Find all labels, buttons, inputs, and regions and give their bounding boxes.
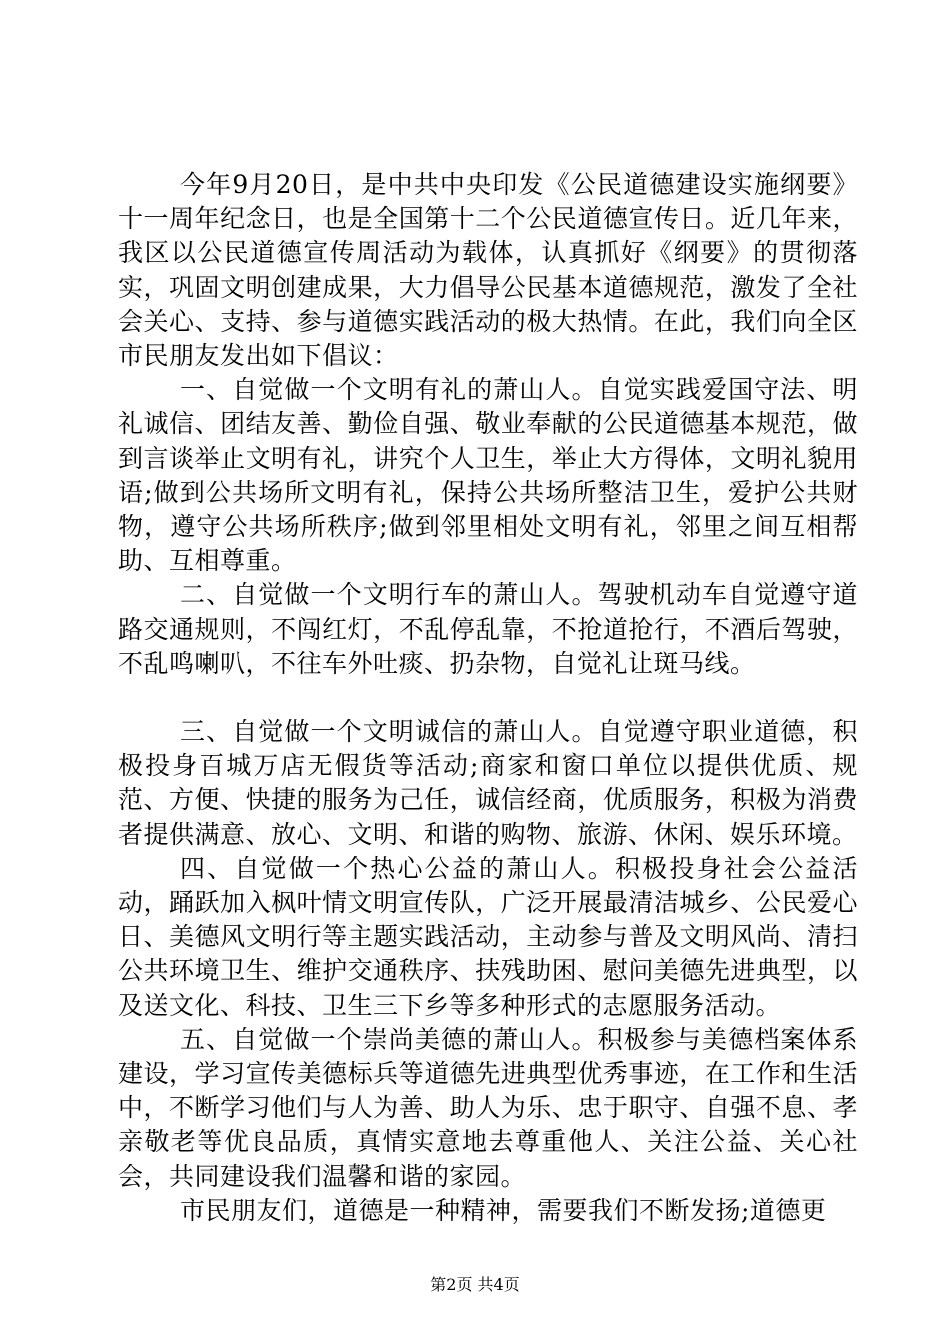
paragraph-item-1: 一、自觉做一个文明有礼的萧山人。自觉实践爱国守法、明礼诚信、团结友善、勤俭自强、敬业奉献的公民道德基本规范，做到言谈举止文明有礼，讲究个人卫生，举止大方得体，文明礼貌用语;做到公共场所文明有礼，保持公共场所整洁卫生，爱护公共财物，遵守公共场所秩序;做到邻里相处文明有礼，邻里之间互相帮助、互相尊重。	[118, 375, 858, 576]
paragraph-item-4: 四、自觉做一个热心公益的萧山人。积极投身社会公益活动，踊跃加入枫叶情文明宣传队，广泛开展最清洁城乡、公民爱心日、美德风文明行等主题实践活动，主动参与普及文明风尚、清扫公共环境卫生、维护交通秩序、扶残助困、慰问美德先进典型，以及送文化、科技、卫生三下乡等多种形式的志愿服务活动。	[118, 853, 858, 1020]
paragraph-item-5: 五、自觉做一个崇尚美德的萧山人。积极参与美德档案体系建设，学习宣传美德标兵等道德先进典型优秀事迹，在工作和生活中，不断学习他们与人为善、助人为乐、忠于职守、自强不息、孝亲敬老等优良品质，真情实意地去尊重他人、关注公益、关心社会，共同建设我们温馨和谐的家园。	[118, 1024, 858, 1191]
paragraph-intro: 今年9月20日，是中共中央印发《公民道德建设实施纲要》十一周年纪念日，也是全国第十二个公民道德宣传日。近几年来，我区以公民道德宣传周活动为载体，认真抓好《纲要》的贯彻落实，巩固文明创建成果，大力倡导公民基本道德规范，激发了全社会关心、支持、参与道德实践活动的极大热情。在此，我们向全区市民朋友发出如下倡议：	[118, 170, 858, 371]
paragraph-closing: 市民朋友们，道德是一种精神，需要我们不断发扬;道德更	[180, 1195, 827, 1225]
page-number-footer: 第2页 共4页	[430, 1275, 520, 1294]
paragraph-item-2: 二、自觉做一个文明行车的萧山人。驾驶机动车自觉遵守道路交通规则，不闯红灯，不乱停乱靠，不抢道抢行，不酒后驾驶，不乱鸣喇叭，不往车外吐痰、扔杂物，自觉礼让斑马线。	[118, 580, 858, 678]
paragraph-item-3: 三、自觉做一个文明诚信的萧山人。自觉遵守职业道德，积极投身百城万店无假货等活动;商家和窗口单位以提供优质、规范、方便、快捷的服务为己任，诚信经商，优质服务，积极为消费者提供满意、放心、文明、和谐的购物、旅游、休闲、娱乐环境。	[118, 717, 858, 849]
document-body	[118, 168, 858, 1228]
